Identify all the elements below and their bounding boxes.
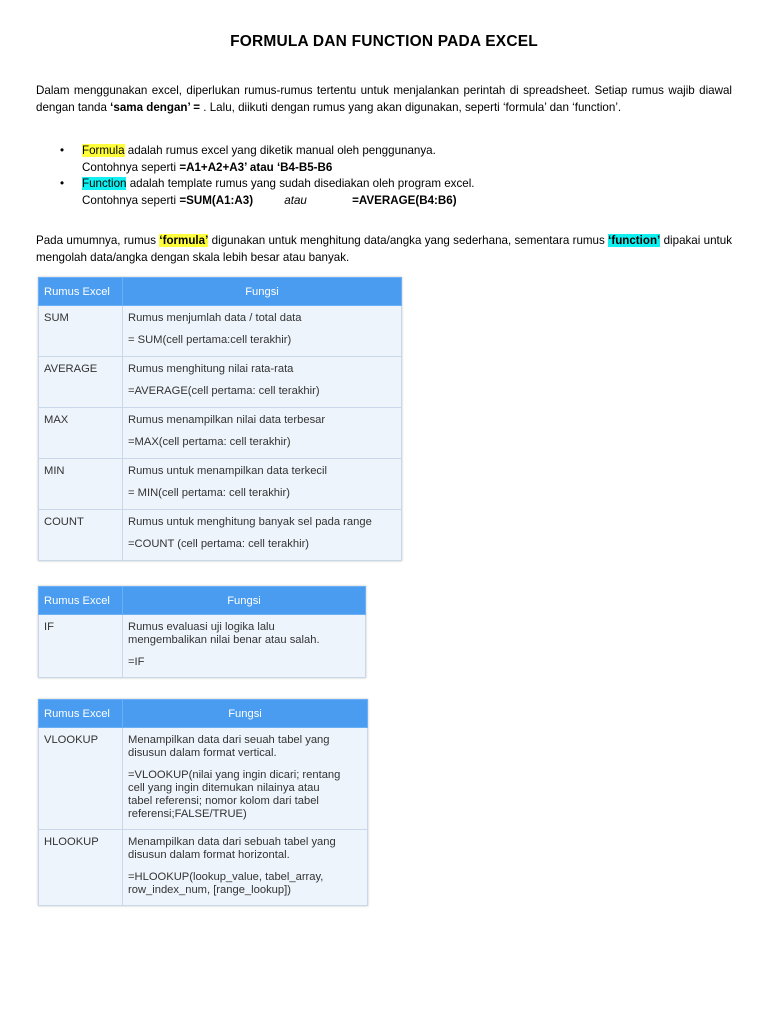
intro-paragraph [36, 83, 732, 116]
example-label: Contohnya seperti [82, 193, 180, 207]
syntax-line: = MIN(cell pertama: cell terakhir) [128, 487, 290, 499]
formula-term: Formula [82, 144, 125, 157]
list-item [60, 176, 475, 209]
header-fungsi: Fungsi [123, 587, 366, 615]
rumus-name: IF [39, 615, 123, 678]
para2-text-1: Pada umumnya, rumus [36, 234, 160, 247]
syntax-line: row_index_num, [range_lookup]) [128, 884, 291, 896]
rumus-name: MIN [39, 459, 123, 510]
atau-word: atau [284, 193, 307, 207]
desc-line: Rumus menampilkan nilai data terbesar [128, 414, 326, 426]
para2-text-3: dipakai untuk mengolah data/angka dengan skala lebih besar atau banyak. [36, 234, 733, 264]
desc-line: disusun dalam format horizontal. [128, 849, 290, 861]
syntax-line: referensi;FALSE/TRUE) [128, 808, 247, 820]
rumus-name: AVERAGE [39, 357, 123, 408]
header-fungsi: Fungsi [123, 278, 402, 306]
desc-line: Rumus evaluasi uji logika lalu [128, 621, 275, 633]
example-value-b: =AVERAGE(B4:B6) [352, 193, 457, 207]
intro-text-2: . Lalu, diikuti dengan rumus yang akan digunakan, seperti ‘formula’ dan ‘function’. [200, 100, 622, 114]
header-rumus: Rumus Excel [39, 587, 123, 615]
desc-line: Menampilkan data dari seuah tabel yang [128, 734, 330, 746]
rumus-desc [123, 357, 402, 408]
rumus-desc [123, 459, 402, 510]
header-fungsi: Fungsi [123, 700, 368, 728]
para2-text-2: digunakan untuk menghitung data/angka yang sederhana, sementara rumus [208, 234, 609, 247]
function-desc: adalah template rumus yang sudah disediakan oleh program excel. [126, 177, 475, 190]
rumus-name: VLOOKUP [39, 728, 123, 830]
table-row [39, 306, 402, 357]
desc-line: Rumus untuk menampilkan data terkecil [128, 465, 327, 477]
bullet-icon: • [60, 144, 65, 157]
intro-text-1: Dalam menggunakan excel, diperlukan rumus-rumus tertentu untuk menjalankan perintah di spreadsheet. Setiap rumus wajib diawal dengan tanda [36, 84, 732, 114]
rumus-desc [123, 510, 402, 561]
example-value: =A1+A2+A3’ atau ‘B4-B5-B6 [179, 160, 333, 174]
formula-desc: adalah rumus excel yang diketik manual oleh penggunanya. [124, 144, 436, 157]
list-item [60, 143, 475, 176]
syntax-line: = SUM(cell pertama:cell terakhir) [128, 334, 292, 346]
rumus-desc [123, 830, 368, 906]
table-row [39, 615, 366, 678]
rumus-name: MAX [39, 408, 123, 459]
desc-line: Menampilkan data dari sebuah tabel yang [128, 836, 336, 848]
rumus-desc [123, 306, 402, 357]
header-rumus: Rumus Excel [39, 700, 123, 728]
rumus-name: SUM [39, 306, 123, 357]
bullet-list [60, 143, 475, 209]
second-paragraph [36, 233, 732, 266]
syntax-line: =MAX(cell pertama: cell terakhir) [128, 436, 291, 448]
table-row [39, 510, 402, 561]
desc-line: Rumus menghitung nilai rata-rata [128, 363, 294, 375]
rumus-desc [123, 615, 366, 678]
desc-line: mengembalikan nilai benar atau salah. [128, 634, 320, 646]
syntax-line: tabel referensi; nomor kolom dari tabel [128, 795, 319, 807]
desc-line: Rumus untuk menghitung banyak sel pada range [128, 516, 372, 528]
intro-bold: ‘sama dengan’ = [110, 100, 201, 114]
table-header-row [39, 278, 402, 306]
function-example [82, 193, 475, 210]
table-header-row [39, 700, 368, 728]
syntax-line: =AVERAGE(cell pertama: cell terakhir) [128, 385, 320, 397]
table-row [39, 357, 402, 408]
syntax-line: =IF [128, 656, 145, 668]
para2-formula: ‘formula’ [159, 234, 209, 247]
header-rumus: Rumus Excel [39, 278, 123, 306]
page-title: FORMULA DAN FUNCTION PADA EXCEL [230, 33, 538, 50]
table-row [39, 830, 368, 906]
function-table-basic [38, 277, 402, 561]
formula-example [82, 160, 475, 177]
example-label: Contohnya seperti [82, 160, 180, 174]
desc-line: Rumus menjumlah data / total data [128, 312, 302, 324]
desc-line: disusun dalam format vertical. [128, 747, 277, 759]
table-row [39, 728, 368, 830]
table-header-row [39, 587, 366, 615]
table-row [39, 408, 402, 459]
function-term: Function [82, 177, 127, 190]
para2-function: ‘function’ [608, 234, 661, 247]
rumus-name: HLOOKUP [39, 830, 123, 906]
function-table-if [38, 586, 366, 678]
example-value-a: =SUM(A1:A3) [179, 193, 254, 207]
rumus-name: COUNT [39, 510, 123, 561]
syntax-line: =HLOOKUP(lookup_value, tabel_array, [128, 871, 324, 883]
function-table-lookup [38, 699, 368, 906]
rumus-desc [123, 728, 368, 830]
syntax-line: cell yang ingin ditemukan nilainya atau [128, 782, 320, 794]
syntax-line: =COUNT (cell pertama: cell terakhir) [128, 538, 310, 550]
rumus-desc [123, 408, 402, 459]
table-row [39, 459, 402, 510]
syntax-line: =VLOOKUP(nilai yang ingin dicari; rentang [128, 769, 341, 781]
bullet-icon: • [60, 177, 65, 190]
